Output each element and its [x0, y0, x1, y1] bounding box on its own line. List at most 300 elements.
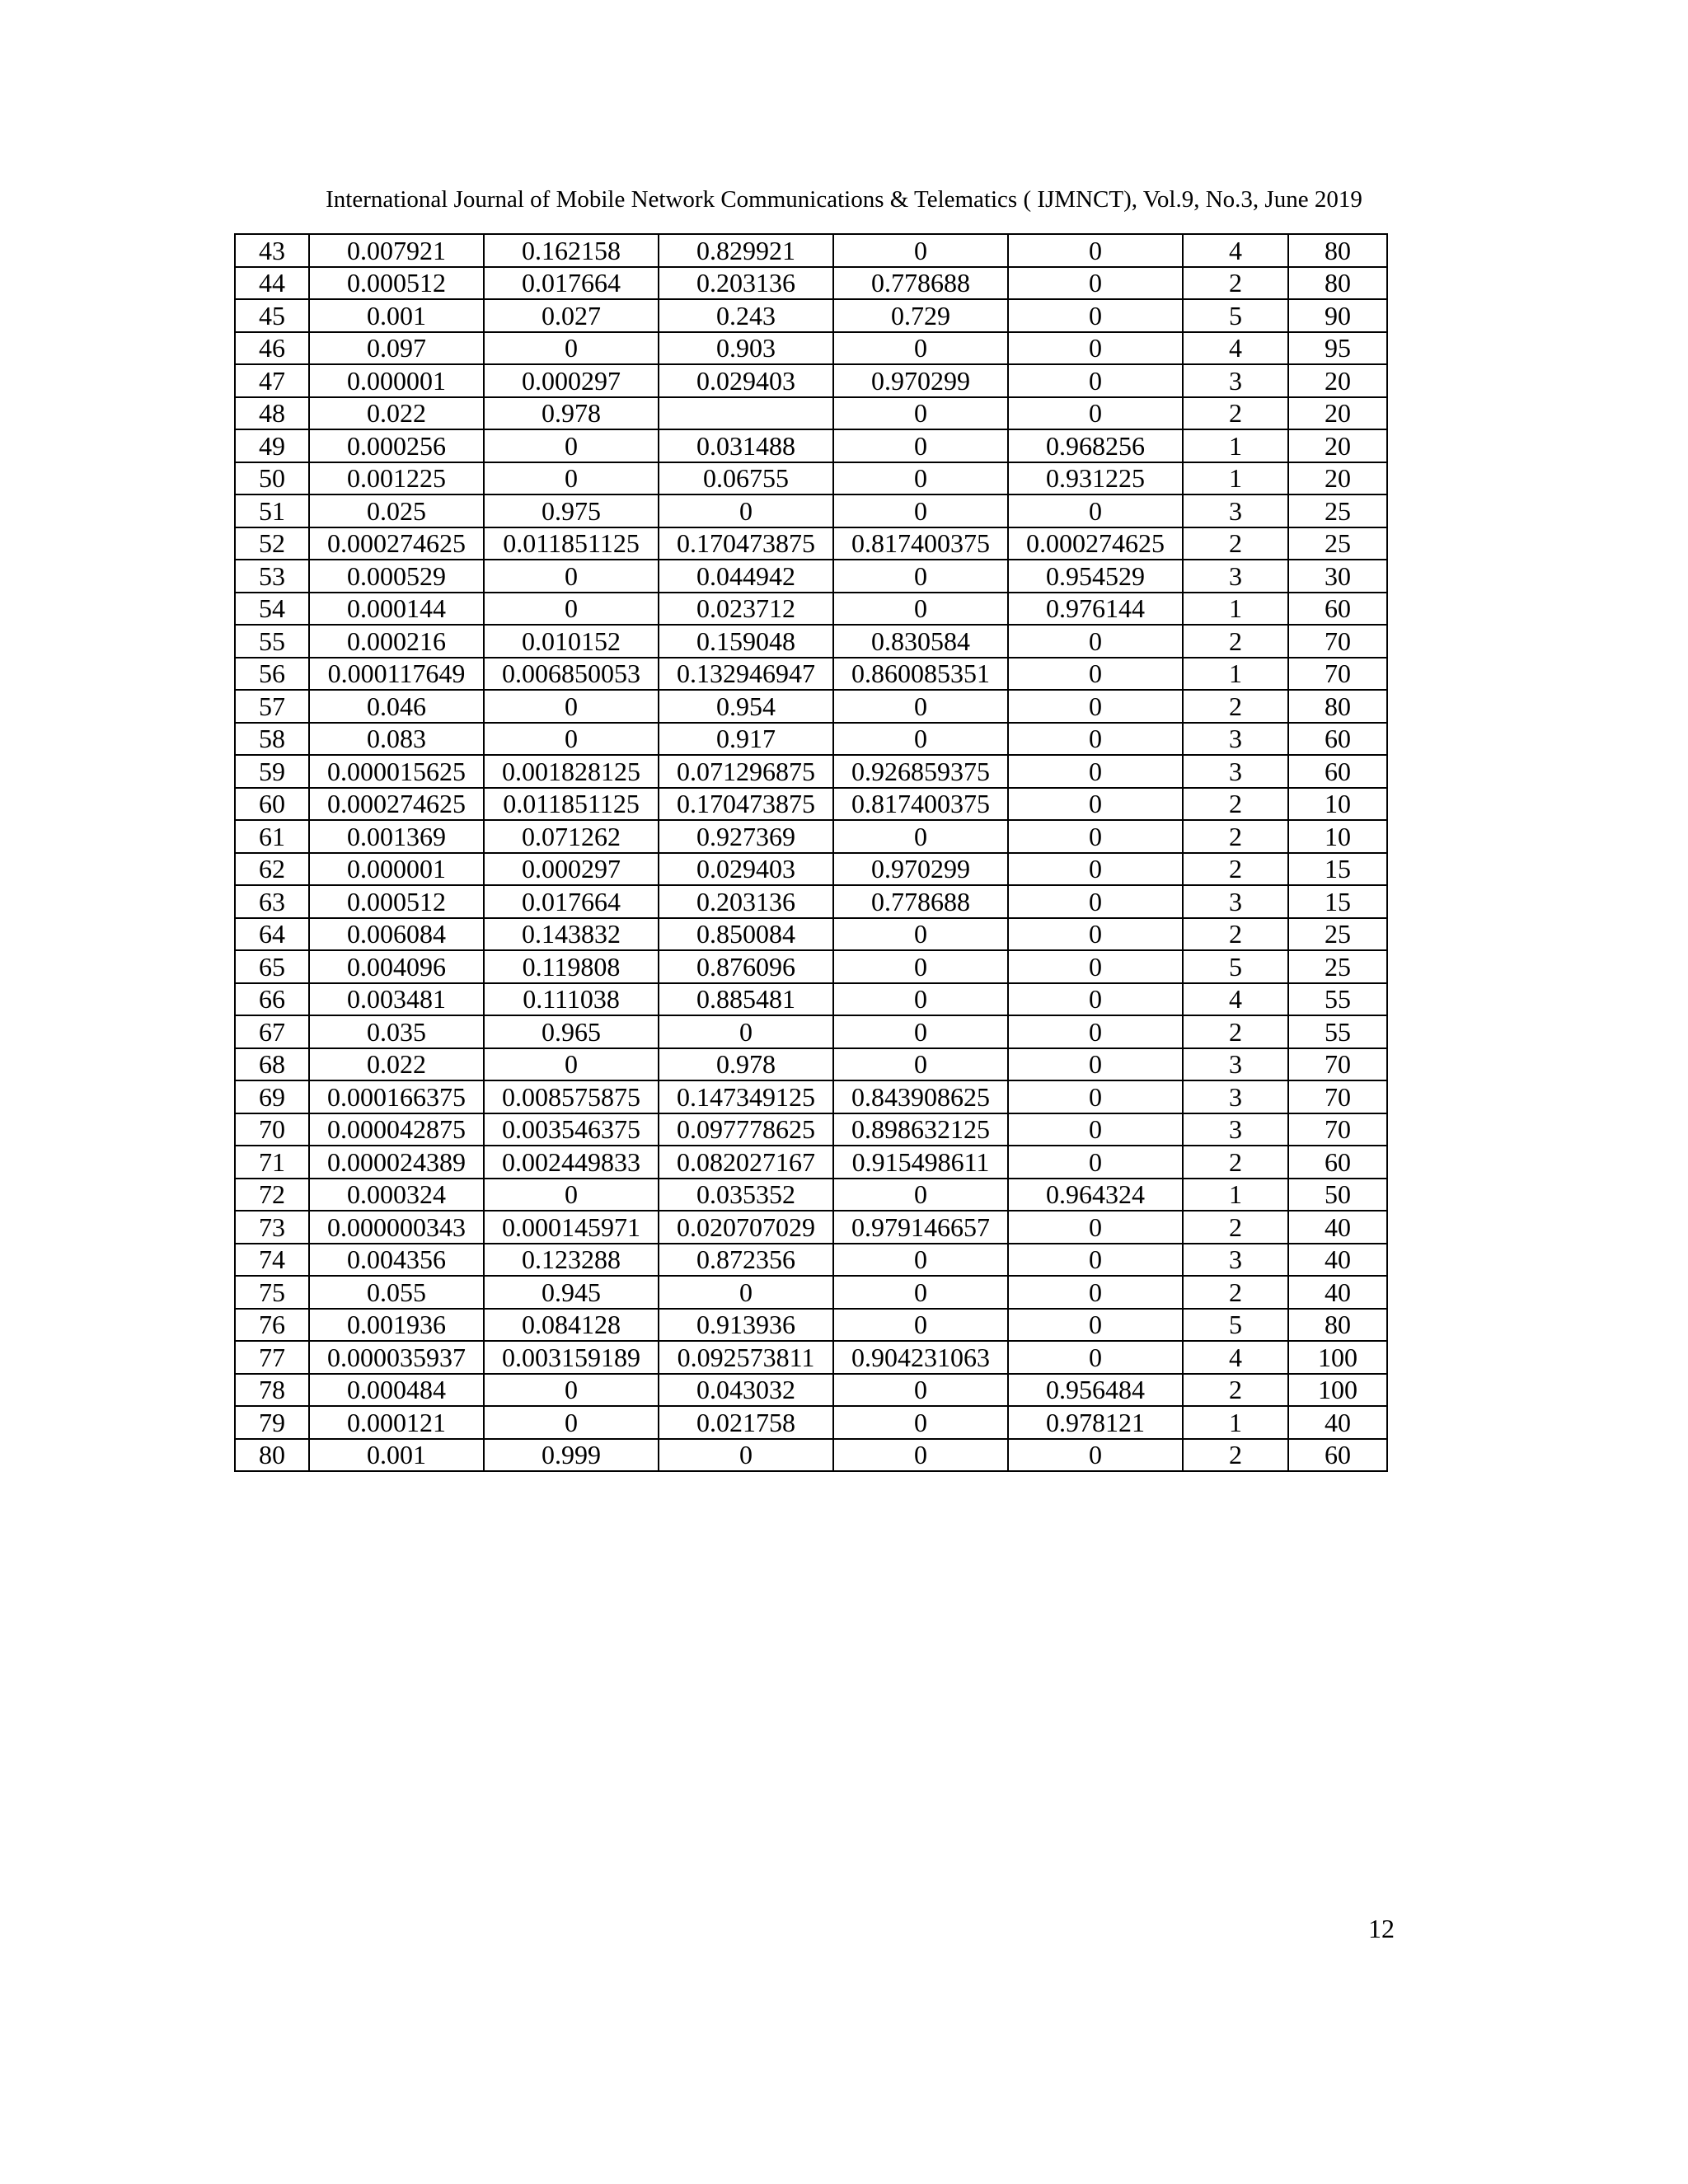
row-index-cell: 54	[235, 593, 309, 626]
row-index-cell: 68	[235, 1048, 309, 1081]
table-cell: 0.06755	[659, 462, 833, 495]
table-cell: 0	[833, 690, 1008, 723]
table-cell: 0.023712	[659, 593, 833, 626]
table-cell: 5	[1183, 299, 1288, 332]
table-cell: 40	[1288, 1276, 1387, 1309]
row-index-cell: 55	[235, 625, 309, 658]
table-cell: 0.000274625	[309, 788, 484, 821]
row-index-cell: 76	[235, 1309, 309, 1342]
row-index-cell: 74	[235, 1244, 309, 1277]
table-row	[235, 527, 1387, 560]
table-cell: 0.778688	[833, 267, 1008, 300]
row-index-cell: 73	[235, 1211, 309, 1244]
table-cell: 3	[1183, 364, 1288, 397]
table-cell: 0.017664	[484, 885, 659, 918]
table-cell: 10	[1288, 788, 1387, 821]
table-cell: 0	[833, 462, 1008, 495]
table-cell: 0.970299	[833, 853, 1008, 886]
table-cell: 0.001936	[309, 1309, 484, 1342]
table-cell: 0	[1008, 1276, 1183, 1309]
table-cell: 0	[1008, 820, 1183, 853]
table-row	[235, 397, 1387, 430]
table-cell: 20	[1288, 429, 1387, 462]
row-index-cell: 70	[235, 1113, 309, 1146]
page-number: 12	[1368, 1914, 1395, 1943]
table-cell: 25	[1288, 527, 1387, 560]
table-cell: 0.000297	[484, 364, 659, 397]
table-cell: 0	[1008, 690, 1183, 723]
table-row	[235, 1406, 1387, 1439]
table-cell: 4	[1183, 1341, 1288, 1374]
table-cell: 0	[484, 1179, 659, 1212]
table-cell: 55	[1288, 1015, 1387, 1048]
table-cell: 0.147349125	[659, 1080, 833, 1113]
table-cell: 0	[1008, 658, 1183, 691]
table-cell: 0.898632125	[833, 1113, 1008, 1146]
table-cell: 15	[1288, 885, 1387, 918]
table-cell: 10	[1288, 820, 1387, 853]
table-cell: 0.778688	[833, 885, 1008, 918]
table-cell: 0	[1008, 1048, 1183, 1081]
table-cell: 0.243	[659, 299, 833, 332]
table-cell: 2	[1183, 1374, 1288, 1407]
table-cell: 80	[1288, 234, 1387, 267]
table-cell: 0.123288	[484, 1244, 659, 1277]
table-cell: 0.885481	[659, 983, 833, 1016]
table-row	[235, 755, 1387, 788]
table-cell: 0	[1008, 1146, 1183, 1179]
table-cell: 0.011851125	[484, 527, 659, 560]
table-cell: 0.903	[659, 332, 833, 365]
table-cell: 0.027	[484, 299, 659, 332]
table-row	[235, 560, 1387, 593]
row-index-cell: 71	[235, 1146, 309, 1179]
table-cell: 0.978	[484, 397, 659, 430]
table-cell: 0.001369	[309, 820, 484, 853]
table-cell: 0.975	[484, 494, 659, 527]
table-cell: 0	[484, 690, 659, 723]
table-cell: 0	[833, 1374, 1008, 1407]
row-index-cell: 80	[235, 1439, 309, 1472]
table-row	[235, 853, 1387, 886]
table-cell: 60	[1288, 1146, 1387, 1179]
table-row	[235, 462, 1387, 495]
table-cell: 0	[833, 1179, 1008, 1212]
row-index-cell: 69	[235, 1080, 309, 1113]
table-cell: 0	[833, 918, 1008, 951]
table-cell: 2	[1183, 1276, 1288, 1309]
table-cell: 0	[833, 429, 1008, 462]
table-cell: 1	[1183, 1179, 1288, 1212]
table-cell: 0.017664	[484, 267, 659, 300]
table-cell: 0.978	[659, 1048, 833, 1081]
table-cell: 0.954529	[1008, 560, 1183, 593]
table-cell: 0.000000343	[309, 1211, 484, 1244]
table-cell: 0.003481	[309, 983, 484, 1016]
table-cell: 0.006850053	[484, 658, 659, 691]
table-cell: 15	[1288, 853, 1387, 886]
row-index-cell: 57	[235, 690, 309, 723]
table-cell: 0.071262	[484, 820, 659, 853]
row-index-cell: 75	[235, 1276, 309, 1309]
table-cell: 0	[1008, 853, 1183, 886]
table-cell: 0.007921	[309, 234, 484, 267]
table-cell: 40	[1288, 1244, 1387, 1277]
table-row	[235, 1309, 1387, 1342]
row-index-cell: 56	[235, 658, 309, 691]
table-cell: 0	[1008, 918, 1183, 951]
table-cell: 0	[1008, 267, 1183, 300]
row-index-cell: 67	[235, 1015, 309, 1048]
table-cell: 0.029403	[659, 364, 833, 397]
table-cell: 0.043032	[659, 1374, 833, 1407]
row-index-cell: 79	[235, 1406, 309, 1439]
table-cell: 3	[1183, 723, 1288, 756]
table-cell: 0.954	[659, 690, 833, 723]
table-cell: 0.170473875	[659, 527, 833, 560]
table-row	[235, 332, 1387, 365]
table-cell: 0	[1008, 1244, 1183, 1277]
table-cell: 0	[833, 332, 1008, 365]
table-cell: 0	[484, 429, 659, 462]
table-cell: 3	[1183, 755, 1288, 788]
table-row	[235, 1080, 1387, 1113]
table-cell: 0.159048	[659, 625, 833, 658]
row-index-cell: 44	[235, 267, 309, 300]
table-cell: 0.020707029	[659, 1211, 833, 1244]
table-row	[235, 885, 1387, 918]
table-cell: 0.003546375	[484, 1113, 659, 1146]
table-cell: 0	[484, 723, 659, 756]
table-row	[235, 299, 1387, 332]
table-cell: 3	[1183, 494, 1288, 527]
table-cell: 0.956484	[1008, 1374, 1183, 1407]
table-row	[235, 788, 1387, 821]
table-cell: 0.830584	[833, 625, 1008, 658]
table-row	[235, 1015, 1387, 1048]
table-row	[235, 1211, 1387, 1244]
table-cell: 70	[1288, 1048, 1387, 1081]
table-cell: 0.000484	[309, 1374, 484, 1407]
row-index-cell: 51	[235, 494, 309, 527]
row-index-cell: 72	[235, 1179, 309, 1212]
table-cell: 20	[1288, 462, 1387, 495]
table-cell: 0.000024389	[309, 1146, 484, 1179]
table-cell: 0.203136	[659, 267, 833, 300]
table-row	[235, 1374, 1387, 1407]
table-row	[235, 1113, 1387, 1146]
row-index-cell: 77	[235, 1341, 309, 1374]
table-cell: 2	[1183, 267, 1288, 300]
table-cell: 0	[484, 462, 659, 495]
row-index-cell: 53	[235, 560, 309, 593]
table-cell: 2	[1183, 625, 1288, 658]
table-cell: 2	[1183, 1211, 1288, 1244]
table-cell: 0	[1008, 788, 1183, 821]
table-cell: 0.000256	[309, 429, 484, 462]
table-row	[235, 983, 1387, 1016]
table-cell: 0.979146657	[833, 1211, 1008, 1244]
table-cell: 0.003159189	[484, 1341, 659, 1374]
table-cell: 0	[833, 593, 1008, 626]
table-row	[235, 1341, 1387, 1374]
row-index-cell: 60	[235, 788, 309, 821]
table-cell: 0.000035937	[309, 1341, 484, 1374]
table-cell: 0.021758	[659, 1406, 833, 1439]
table-cell: 2	[1183, 397, 1288, 430]
table-cell: 95	[1288, 332, 1387, 365]
table-cell: 60	[1288, 593, 1387, 626]
table-cell	[659, 397, 833, 430]
table-cell: 0.913936	[659, 1309, 833, 1342]
table-cell: 0	[833, 1048, 1008, 1081]
running-header: International Journal of Mobile Network Communications & Telematics ( IJMNCT), Vol.9, No.3, June 2019	[326, 186, 1362, 213]
table-cell: 55	[1288, 983, 1387, 1016]
row-index-cell: 66	[235, 983, 309, 1016]
table-cell: 2	[1183, 853, 1288, 886]
row-index-cell: 47	[235, 364, 309, 397]
table-row	[235, 364, 1387, 397]
table-cell: 0	[1008, 1080, 1183, 1113]
table-cell: 0.044942	[659, 560, 833, 593]
table-cell: 0.008575875	[484, 1080, 659, 1113]
table-cell: 0.203136	[659, 885, 833, 918]
table-cell: 1	[1183, 593, 1288, 626]
table-cell: 0.031488	[659, 429, 833, 462]
table-cell: 30	[1288, 560, 1387, 593]
table-cell: 80	[1288, 1309, 1387, 1342]
table-row	[235, 267, 1387, 300]
table-cell: 0	[1008, 723, 1183, 756]
table-cell: 70	[1288, 1113, 1387, 1146]
table-cell: 60	[1288, 755, 1387, 788]
row-index-cell: 65	[235, 950, 309, 983]
table-cell: 0	[833, 820, 1008, 853]
table-cell: 0	[1008, 234, 1183, 267]
table-cell: 0.000529	[309, 560, 484, 593]
table-cell: 1	[1183, 429, 1288, 462]
table-cell: 0.001	[309, 299, 484, 332]
table-cell: 1	[1183, 658, 1288, 691]
table-cell: 0.000216	[309, 625, 484, 658]
table-cell: 0.001828125	[484, 755, 659, 788]
table-cell: 1	[1183, 1406, 1288, 1439]
table-cell: 0	[1008, 364, 1183, 397]
table-cell: 0.817400375	[833, 788, 1008, 821]
table-cell: 0	[833, 950, 1008, 983]
table-cell: 0.004096	[309, 950, 484, 983]
table-cell: 0	[833, 1015, 1008, 1048]
table-cell: 70	[1288, 625, 1387, 658]
table-cell: 0	[1008, 1439, 1183, 1472]
row-index-cell: 61	[235, 820, 309, 853]
table-cell: 0	[484, 1406, 659, 1439]
table-cell: 0.945	[484, 1276, 659, 1309]
table-cell: 0	[1008, 332, 1183, 365]
table-cell: 0.904231063	[833, 1341, 1008, 1374]
row-index-cell: 58	[235, 723, 309, 756]
table-cell: 0.082027167	[659, 1146, 833, 1179]
table-row	[235, 429, 1387, 462]
table-cell: 0.092573811	[659, 1341, 833, 1374]
table-cell: 0.143832	[484, 918, 659, 951]
row-index-cell: 63	[235, 885, 309, 918]
table-cell: 0	[833, 723, 1008, 756]
table-cell: 0	[833, 1309, 1008, 1342]
table-cell: 0	[833, 1244, 1008, 1277]
table-cell: 0.000512	[309, 885, 484, 918]
row-index-cell: 46	[235, 332, 309, 365]
table-cell: 100	[1288, 1374, 1387, 1407]
table-cell: 0.010152	[484, 625, 659, 658]
row-index-cell: 59	[235, 755, 309, 788]
table-cell: 20	[1288, 397, 1387, 430]
table-cell: 0.000297	[484, 853, 659, 886]
table-cell: 0.001225	[309, 462, 484, 495]
table-cell: 0.000001	[309, 364, 484, 397]
table-cell: 3	[1183, 1113, 1288, 1146]
table-row	[235, 593, 1387, 626]
table-cell: 25	[1288, 494, 1387, 527]
table-cell: 0.970299	[833, 364, 1008, 397]
table-cell: 2	[1183, 527, 1288, 560]
table-cell: 0	[1008, 755, 1183, 788]
table-cell: 0.006084	[309, 918, 484, 951]
table-cell: 0	[833, 494, 1008, 527]
table-cell: 0.917	[659, 723, 833, 756]
table-cell: 0.000166375	[309, 1080, 484, 1113]
table-cell: 20	[1288, 364, 1387, 397]
table-cell: 0	[1008, 625, 1183, 658]
table-row	[235, 658, 1387, 691]
table-cell: 0.000015625	[309, 755, 484, 788]
table-cell: 0	[659, 1015, 833, 1048]
table-cell: 0.000512	[309, 267, 484, 300]
table-cell: 2	[1183, 1439, 1288, 1472]
table-cell: 0.915498611	[833, 1146, 1008, 1179]
table-cell: 0.000121	[309, 1406, 484, 1439]
table-cell: 4	[1183, 332, 1288, 365]
table-cell: 0	[659, 1276, 833, 1309]
table-cell: 0.035	[309, 1015, 484, 1048]
table-cell: 3	[1183, 885, 1288, 918]
table-cell: 50	[1288, 1179, 1387, 1212]
table-cell: 0	[484, 1048, 659, 1081]
table-cell: 5	[1183, 1309, 1288, 1342]
table-cell: 0.000324	[309, 1179, 484, 1212]
table-cell: 0	[833, 983, 1008, 1016]
row-index-cell: 48	[235, 397, 309, 430]
table-cell: 0.000117649	[309, 658, 484, 691]
table-cell: 2	[1183, 1146, 1288, 1179]
table-cell: 80	[1288, 267, 1387, 300]
table-cell: 0.119808	[484, 950, 659, 983]
table-cell: 0.872356	[659, 1244, 833, 1277]
table-cell: 0	[659, 1439, 833, 1472]
table-cell: 0.002449833	[484, 1146, 659, 1179]
table-cell: 40	[1288, 1406, 1387, 1439]
table-cell: 3	[1183, 560, 1288, 593]
table-cell: 0	[833, 1406, 1008, 1439]
table-cell: 0.931225	[1008, 462, 1183, 495]
table-row	[235, 1439, 1387, 1472]
row-index-cell: 78	[235, 1374, 309, 1407]
table-cell: 80	[1288, 690, 1387, 723]
table-cell: 2	[1183, 1015, 1288, 1048]
table-cell: 0.083	[309, 723, 484, 756]
table-row	[235, 690, 1387, 723]
table-cell: 0.111038	[484, 983, 659, 1016]
table-cell: 0.999	[484, 1439, 659, 1472]
table-cell: 0.850084	[659, 918, 833, 951]
table-cell: 0.876096	[659, 950, 833, 983]
table-cell: 0	[1008, 397, 1183, 430]
table-cell: 0.976144	[1008, 593, 1183, 626]
table-cell: 0.000042875	[309, 1113, 484, 1146]
table-cell: 0	[1008, 1341, 1183, 1374]
table-cell: 25	[1288, 918, 1387, 951]
table-cell: 3	[1183, 1080, 1288, 1113]
table-row	[235, 918, 1387, 951]
table-cell: 0.829921	[659, 234, 833, 267]
table-row	[235, 625, 1387, 658]
row-index-cell: 64	[235, 918, 309, 951]
table-cell: 60	[1288, 723, 1387, 756]
table-cell: 0.968256	[1008, 429, 1183, 462]
table-cell: 0.926859375	[833, 755, 1008, 788]
table-cell: 0	[1008, 299, 1183, 332]
table-cell: 0	[484, 1374, 659, 1407]
table-cell: 0.860085351	[833, 658, 1008, 691]
table-cell: 0	[484, 593, 659, 626]
table-cell: 3	[1183, 1244, 1288, 1277]
table-cell: 25	[1288, 950, 1387, 983]
table-cell: 0.011851125	[484, 788, 659, 821]
table-row	[235, 820, 1387, 853]
table-cell: 0.025	[309, 494, 484, 527]
table-cell: 60	[1288, 1439, 1387, 1472]
table-cell: 0.000274625	[309, 527, 484, 560]
table-cell: 0.162158	[484, 234, 659, 267]
table-row	[235, 1146, 1387, 1179]
table-cell: 0	[1008, 950, 1183, 983]
table-cell: 0.965	[484, 1015, 659, 1048]
table-cell: 90	[1288, 299, 1387, 332]
table-cell: 0	[1008, 1113, 1183, 1146]
table-cell: 0.004356	[309, 1244, 484, 1277]
table-cell: 0.084128	[484, 1309, 659, 1342]
table-row	[235, 494, 1387, 527]
table-cell: 0	[484, 332, 659, 365]
table-cell: 2	[1183, 690, 1288, 723]
table-cell: 0.964324	[1008, 1179, 1183, 1212]
table-row	[235, 234, 1387, 267]
table-cell: 0	[1008, 885, 1183, 918]
table-row	[235, 1276, 1387, 1309]
table-cell: 2	[1183, 918, 1288, 951]
table-cell: 2	[1183, 820, 1288, 853]
table-cell: 0	[484, 560, 659, 593]
table-row	[235, 1179, 1387, 1212]
table-cell: 0.097778625	[659, 1113, 833, 1146]
table-cell: 0.000144	[309, 593, 484, 626]
table-cell: 0	[833, 397, 1008, 430]
table-cell: 0	[1008, 1309, 1183, 1342]
row-index-cell: 43	[235, 234, 309, 267]
table-cell: 0.000001	[309, 853, 484, 886]
table-cell: 0.001	[309, 1439, 484, 1472]
table-cell: 0.729	[833, 299, 1008, 332]
